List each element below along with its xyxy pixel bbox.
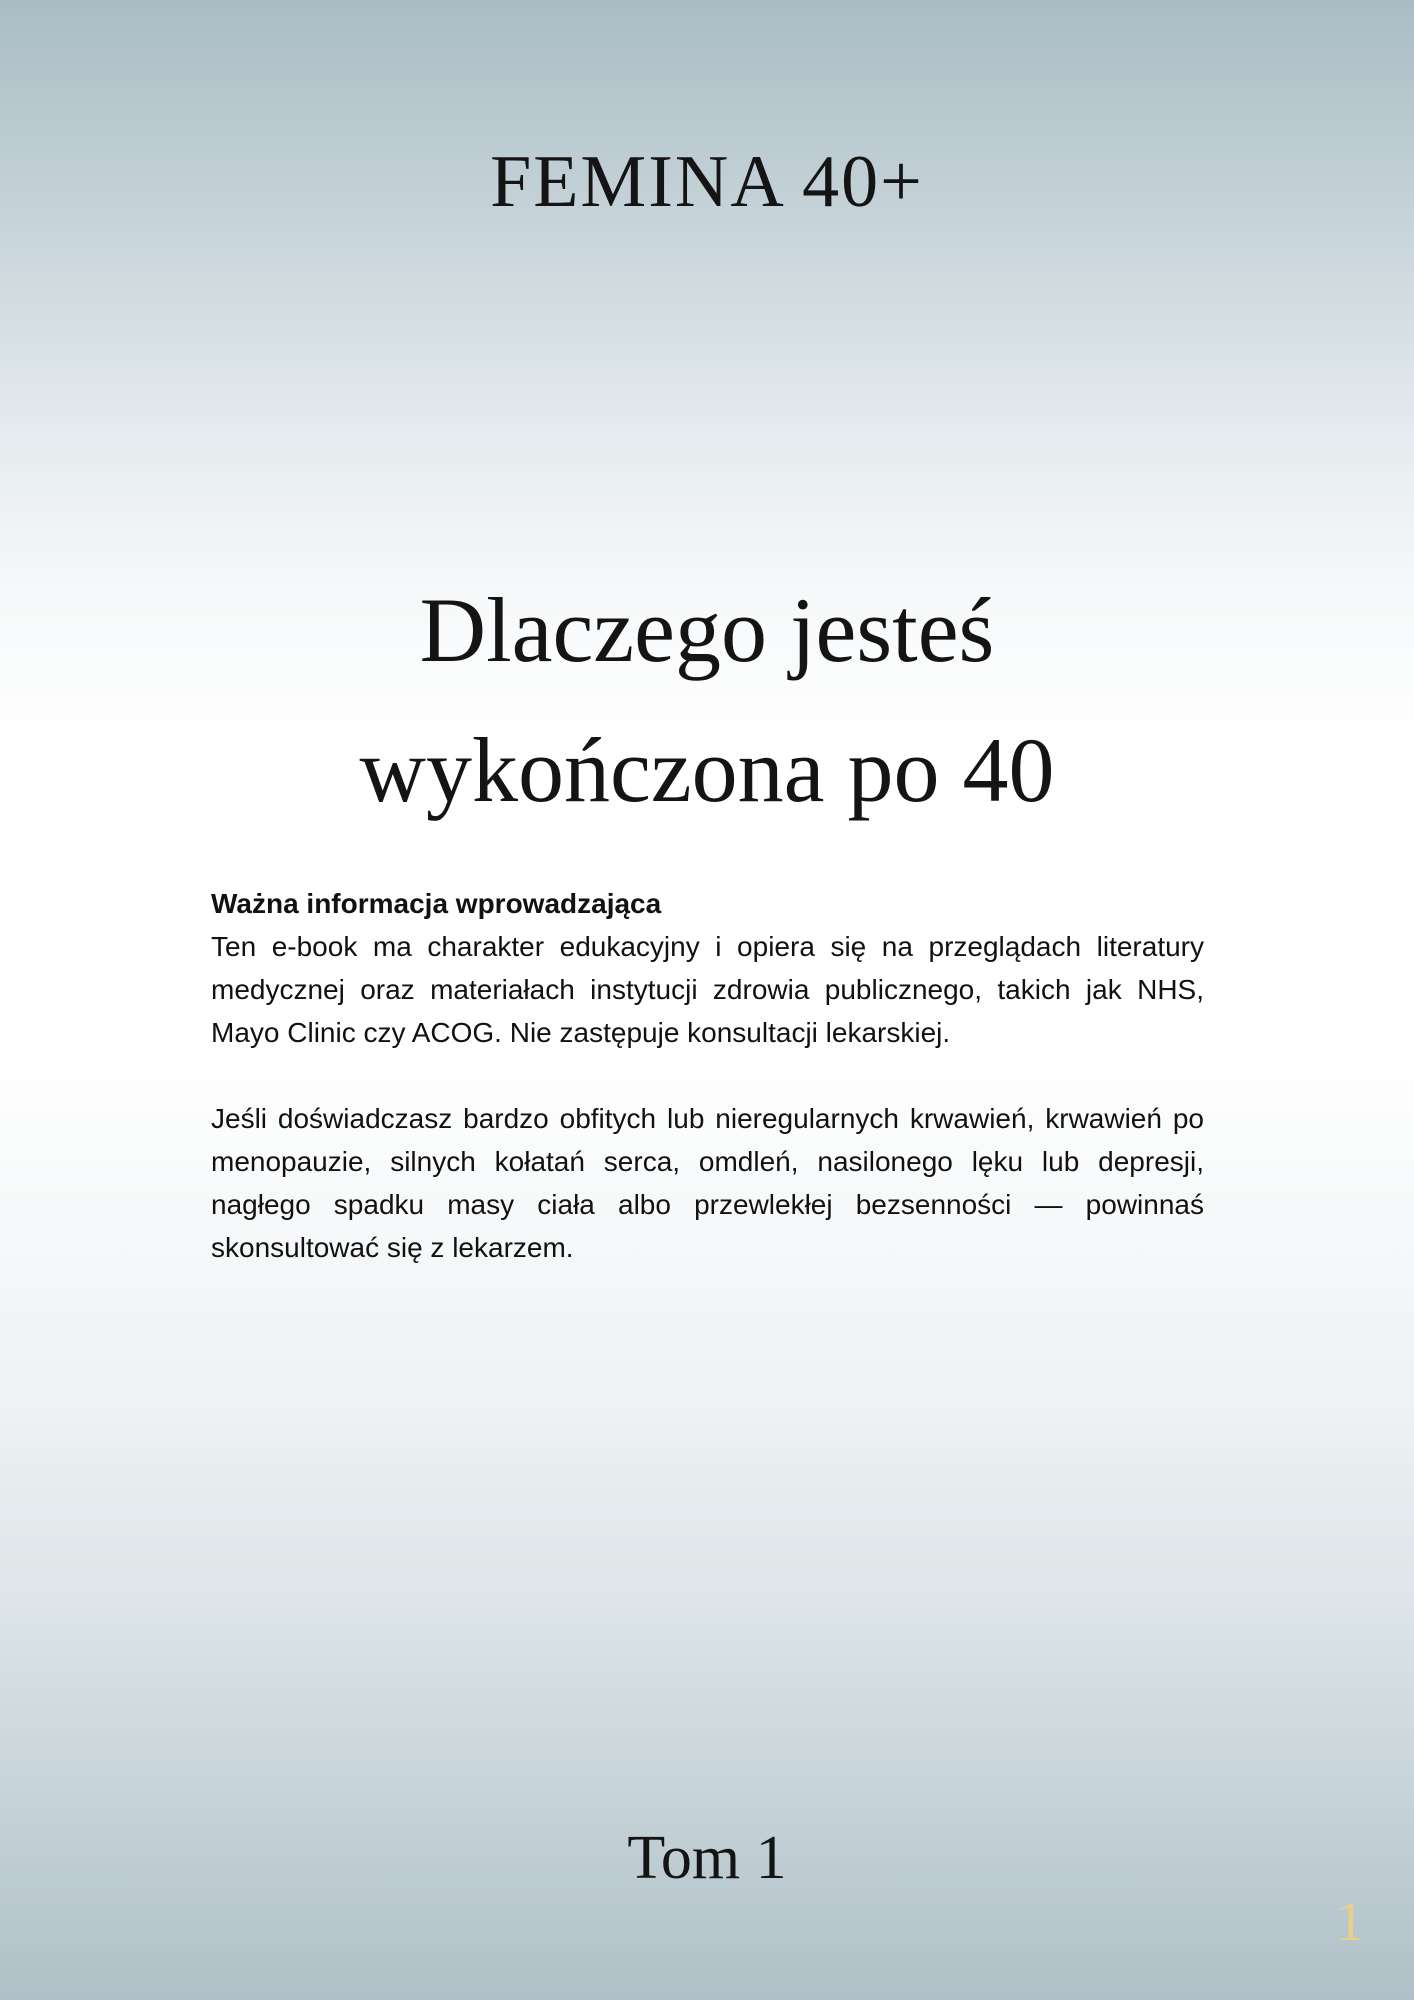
intro-paragraph-1: Ten e-book ma charakter edukacyjny i opiera się na przeglądach literatury medycznej oraz materiałach instytucji zdrowia publicznego, takich jak NHS, Mayo Clinic czy ACOG. Nie zastępuje konsultacji lekarskiej. xyxy=(211,931,1204,1048)
brand-title: FEMINA 40+ xyxy=(490,141,924,223)
page-number: 1 xyxy=(1336,1891,1364,1953)
volume-label: Tom 1 xyxy=(627,1824,787,1892)
intro-heading: Ważna informacja wprowadzająca xyxy=(211,888,662,919)
title-line-2: wykończona po 40 xyxy=(359,719,1055,821)
title-line-1: Dlaczego jesteś xyxy=(419,579,995,681)
page-title xyxy=(0,560,1414,840)
intro-section xyxy=(211,882,1204,1269)
intro-paragraph-2: Jeśli doświadczasz bardzo obfitych lub nieregularnych krwawień, krwawień po menopauzie, silnych kołatań serca, omdleń, nasilonego lęku lub depresji, nagłego spadku masy ciała albo przewlekłej bezsenności — powinnaś skonsultować się z lekarzem. xyxy=(211,1103,1204,1263)
